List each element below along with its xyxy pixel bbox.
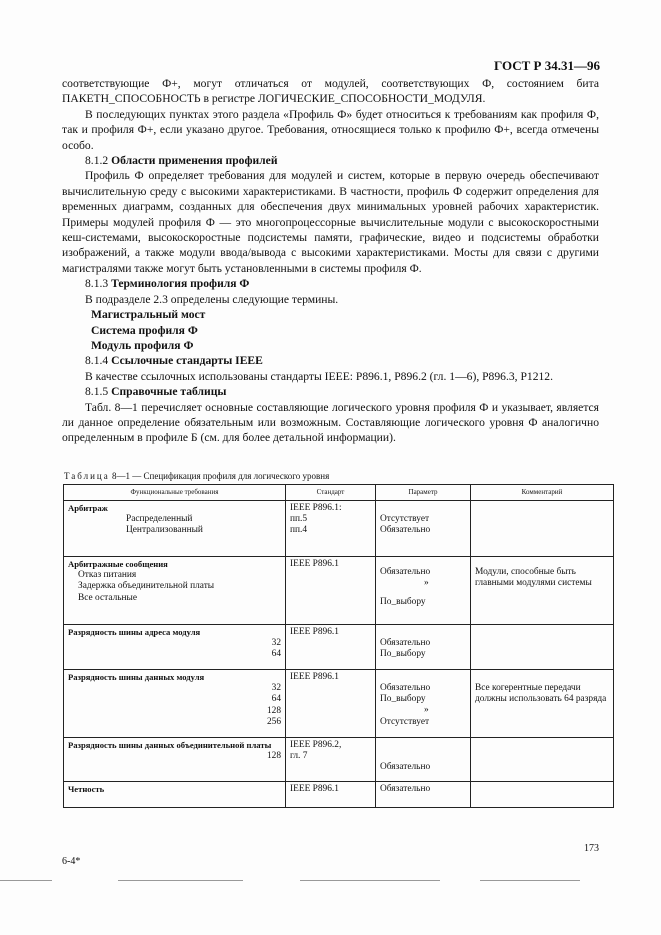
param-cell: Обязательно (380, 638, 431, 648)
section-title: Справочные таблицы (111, 385, 227, 399)
section-number: 8.1.4 (85, 354, 112, 368)
page-number: 173 (584, 843, 599, 854)
header-cell: Стандарт (286, 485, 376, 501)
paragraph: В последующих пунктах этого раздела «Профиль Ф» будет относиться к требованиям как профиля Ф, так и профиля Ф+, если указано другое. Требования, относящиеся только к профилю Ф+, всегда отмечены особо. (62, 107, 599, 152)
row-title: Четность (68, 784, 105, 794)
comment-cell (471, 625, 614, 670)
std-cell: IEEE P896.1 (286, 782, 376, 808)
paragraph: Табл. 8—1 перечисляет основные составляющие логического уровня профиля Ф и указывает, является ли данное определение обязательным или возможным. Составляющие логического уровня Ф аналогично определенным в профиле Б (см. для более детальной информации). (62, 400, 599, 445)
scan-line (300, 880, 440, 881)
term: Система профиля Ф (91, 323, 198, 337)
std-cell: IEEE P896.1: (290, 503, 342, 513)
section-heading (62, 276, 599, 291)
param-cell: Обязательно (380, 567, 431, 577)
comment-cell: Модули, способные быть главными модулями системы (475, 567, 592, 589)
caption-prefix: Таблица (64, 471, 110, 481)
row-value: 32 (271, 638, 281, 649)
row-sub: Задержка объединительной платы (78, 581, 215, 592)
param-cell: Обязательно (376, 782, 471, 808)
paragraph: В качестве ссылочных использованы стандарты IEEE: P896.1, P896.2 (гл. 1—6), P896.3, P1212. (85, 369, 553, 383)
section-heading (62, 384, 599, 399)
std-cell: пп.4 (290, 525, 308, 536)
param-cell: Отсутствует (380, 716, 430, 727)
table-row (64, 782, 614, 808)
table-row (64, 738, 614, 782)
row-value: 256 (266, 716, 281, 727)
param-cell: » (424, 705, 429, 716)
param-cell: Обязательно (380, 683, 431, 693)
section-number: 8.1.3 (85, 277, 112, 291)
sheet-mark: 6-4* (62, 856, 81, 867)
paragraph: соответствующие Ф+, могут отличаться от модулей, соответствующих Ф, состоянием бита ПАКЕТН_СПОСОБНОСТЬ в регистре ЛОГИЧЕСКИЕ_СПОСОБНОСТИ_МОДУЛЯ. (62, 77, 599, 106)
table-row (64, 625, 614, 670)
std-cell: пп.5 (290, 514, 308, 525)
row-value: 128 (266, 705, 281, 716)
paragraph: Профиль Ф определяет требования для модулей и систем, которые в первую очередь обеспечивают вычислительную среду с высокими характеристиками. В частности, профиль Ф содержит определения для временных диаграмм, созданных для обеспечения двух минимальных уровней рабочих характеристик. Примеры модулей профиля Ф — это многопроцессорные вычислительные модули с высокоскоростными кеш-системами, высокоскоростные подсистемы памяти, графические, видео и подсистемы обработки изображений, а также модули ввода/вывода с высокими характеристиками. Мосты для связи с другими магистралями также могут быть установленными в системы профиля Ф. (62, 169, 599, 275)
caption-text: 8—1 — Спецификация профиля для логического уровня (109, 471, 330, 481)
comment-cell: Все когерентные передачи должны использовать 64 разряда (475, 683, 607, 705)
header-cell: Функциональные требования (64, 485, 286, 501)
row-value: 64 (271, 694, 281, 705)
paragraph: В подразделе 2.3 определены следующие термины. (85, 292, 339, 306)
section-number: 8.1.2 (85, 154, 112, 168)
row-sub: Централизованный (126, 525, 203, 536)
param-cell: По_выбору (380, 649, 426, 660)
row-title: Разрядность шины данных модуля (68, 672, 205, 682)
std-cell: IEEE P896.1 (286, 557, 376, 625)
section-number: 8.1.5 (85, 385, 112, 399)
header-cell: Параметр (376, 485, 471, 501)
section-title: Области применения профилей (111, 154, 278, 168)
table-row (64, 670, 614, 738)
std-cell: IEEE P896.1 (286, 670, 376, 738)
std-cell: гл. 7 (290, 751, 308, 762)
scan-line (480, 880, 580, 881)
scan-line (0, 880, 52, 881)
body-text (62, 76, 599, 446)
row-value: 32 (271, 683, 281, 694)
row-title: Разрядность шины адреса модуля (68, 627, 201, 637)
comment-cell (471, 738, 614, 782)
comment-cell (471, 782, 614, 808)
row-title: Разрядность шины данных объединительной платы (68, 740, 272, 750)
param-cell: » (424, 578, 429, 589)
table-row (64, 501, 614, 557)
param-cell: По_выбору (380, 694, 426, 705)
row-sub: Отказ питания (78, 570, 137, 581)
section-heading (62, 353, 599, 368)
section-title: Ссылочные стандарты IEEE (111, 354, 263, 368)
row-sub: Все остальные (78, 592, 138, 603)
row-sub: Распределенный (126, 514, 193, 525)
row-value: 64 (271, 649, 281, 660)
section-title: Терминология профиля Ф (111, 277, 250, 291)
std-cell: IEEE P896.2, (290, 740, 342, 750)
scan-line (118, 880, 243, 881)
param-cell: Отсутствует (380, 514, 430, 524)
row-value: 128 (266, 751, 281, 762)
term: Магистральный мост (91, 308, 206, 322)
header-cell: Комментарий (471, 485, 614, 501)
row-title: Арбитраж (68, 503, 108, 513)
param-cell: По_выбору (380, 597, 426, 608)
table-header-row (64, 485, 614, 501)
spec-table (63, 484, 614, 808)
param-cell: Обязательно (380, 762, 431, 772)
param-cell: Обязательно (380, 525, 431, 536)
comment-cell (471, 501, 614, 557)
section-heading (62, 153, 599, 168)
row-title: Арбитражные сообщения (68, 559, 168, 569)
table-caption (64, 471, 329, 481)
table-row (64, 557, 614, 625)
standard-code: ГОСТ Р 34.31—96 (494, 58, 600, 73)
term: Модуль профиля Ф (91, 338, 194, 352)
std-cell: IEEE P896.1 (286, 625, 376, 670)
